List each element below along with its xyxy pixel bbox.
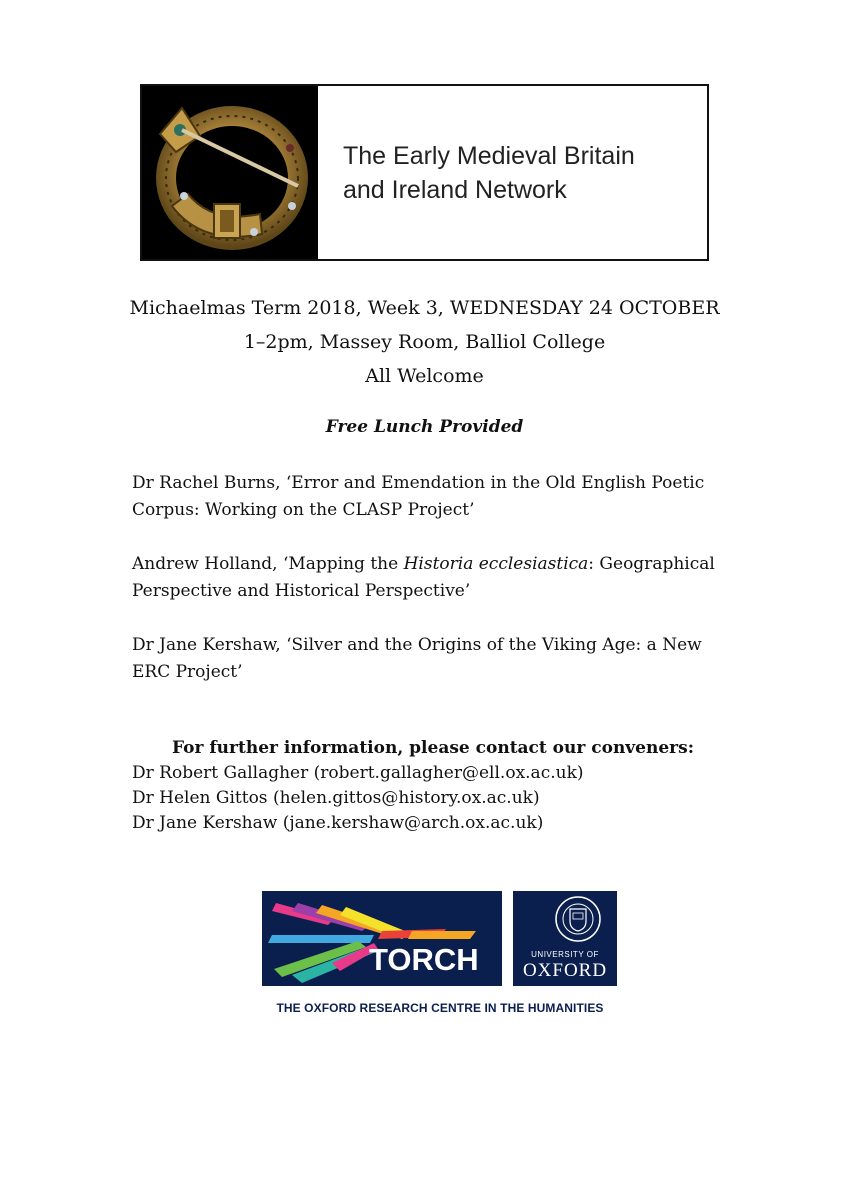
torch-oxford-logo	[262, 891, 618, 1016]
brooch-image	[142, 86, 318, 259]
oxford-university-of: UNIVERSITY OF	[531, 950, 599, 959]
event-welcome-line: All Welcome	[365, 365, 484, 387]
talk-item	[132, 551, 732, 605]
contact-line: Dr Jane Kershaw (jane.kershaw@arch.ox.ac.uk)	[132, 813, 544, 833]
network-banner	[140, 84, 709, 261]
contact-line: Dr Robert Gallagher (robert.gallagher@ell.ox.ac.uk)	[132, 763, 584, 783]
talks-list	[132, 470, 732, 713]
event-details	[0, 291, 849, 393]
free-lunch-note: Free Lunch Provided	[325, 417, 524, 437]
torch-wordmark: TORCH	[369, 942, 479, 977]
contacts-section	[132, 736, 772, 836]
network-title-line2: and Ireland Network	[343, 175, 567, 204]
event-time-venue-line: 1–2pm, Massey Room, Balliol College	[243, 331, 606, 353]
contact-line: Dr Helen Gittos (helen.gittos@history.ox.ac.uk)	[132, 788, 540, 808]
talk-text: Andrew Holland, ‘Mapping the	[132, 554, 404, 574]
talk-item	[132, 632, 732, 686]
oxford-crest-icon	[513, 891, 617, 949]
talk-text: Dr Jane Kershaw, ‘Silver and the Origins of the Viking Age: a New ERC Project’	[132, 635, 702, 682]
torch-logo-box	[262, 891, 502, 986]
network-title	[318, 86, 707, 259]
contacts-heading: For further information, please contact our conveners:	[172, 738, 694, 758]
torch-tagline: THE OXFORD RESEARCH CENTRE IN THE HUMANITIES	[276, 1001, 604, 1015]
oxford-name: OXFORD	[522, 960, 608, 981]
network-title-line1: The Early Medieval Britain	[343, 141, 635, 170]
talk-item	[132, 470, 732, 524]
oxford-logo-box	[513, 891, 617, 986]
brooch-icon	[142, 86, 318, 259]
talk-italic-title: Historia ecclesiastica	[403, 554, 589, 574]
talk-text-rest: : Geographical Perspective and Historical Perspective’	[132, 554, 715, 601]
talk-text: Dr Rachel Burns, ‘Error and Emendation in the Old English Poetic Corpus: Working on the CLASP Project’	[132, 473, 705, 520]
event-date-line: Michaelmas Term 2018, Week 3, WEDNESDAY 24 OCTOBER	[129, 297, 720, 319]
